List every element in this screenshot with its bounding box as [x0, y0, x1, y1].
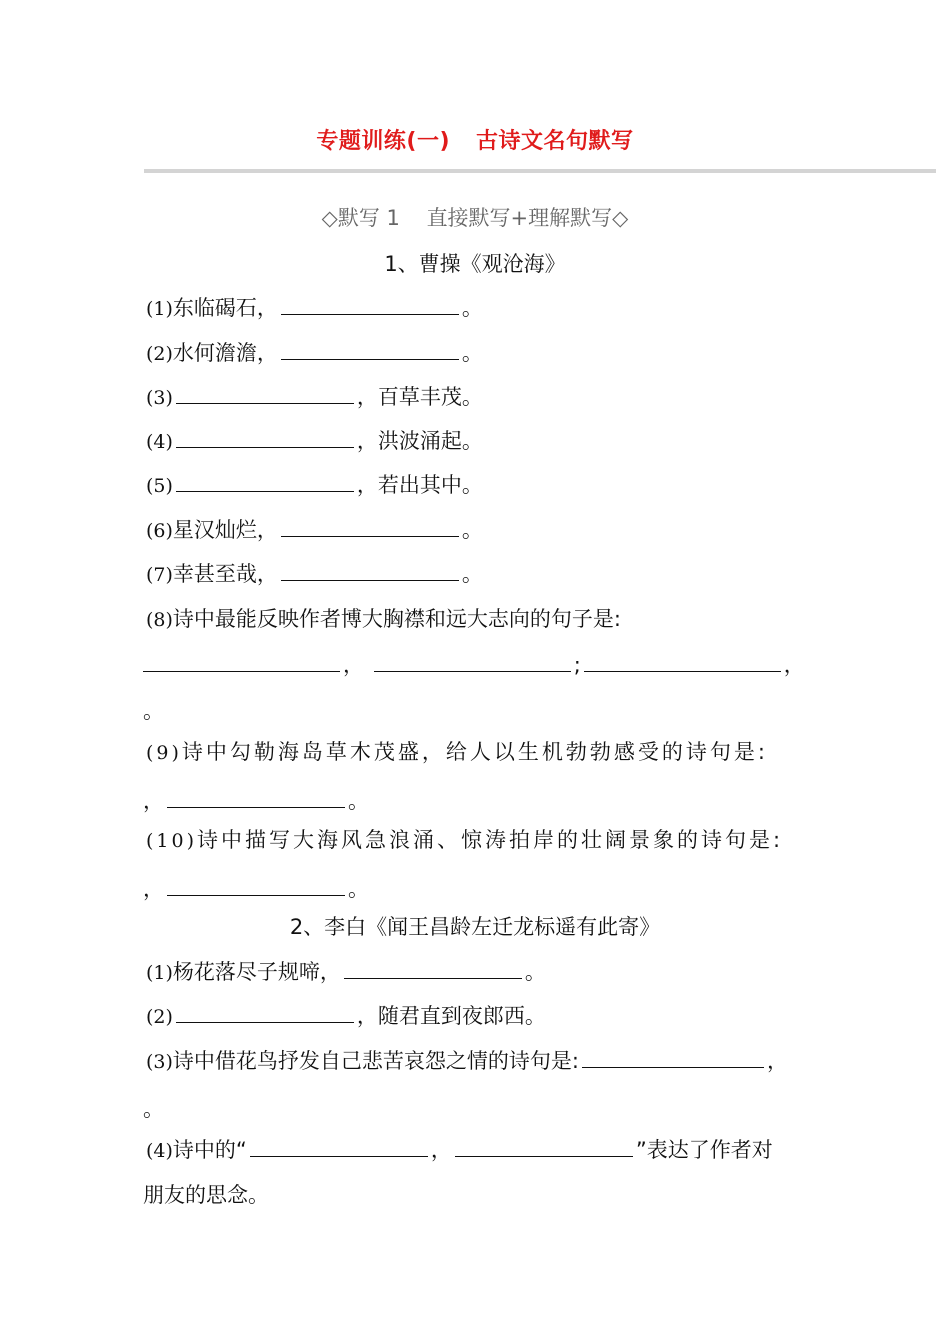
- punctuation: ，: [143, 789, 164, 813]
- question-text: 诗中的“: [172, 1138, 247, 1162]
- answer-end-1-8: 。: [143, 699, 164, 723]
- punctuation: ，: [767, 1049, 788, 1073]
- answer-blank[interactable]: [455, 1136, 633, 1157]
- section-label: ◇默写 1: [321, 206, 400, 230]
- punctuation: ，: [143, 877, 164, 901]
- section-subtitle: 直接默写+理解默写◇: [426, 206, 629, 230]
- answer-blank[interactable]: [344, 958, 522, 979]
- question-1-10: [146, 826, 783, 855]
- question-text: 。: [461, 562, 483, 586]
- answer-line-1-8: [143, 651, 805, 679]
- punctuation: ，: [430, 1138, 452, 1162]
- poem-heading-2: 2、李白《闻王昌龄左迁龙标遥有此寄》: [289, 915, 661, 939]
- punctuation: ，: [343, 653, 364, 677]
- question-number: (1): [146, 298, 173, 320]
- question-text: 。: [461, 518, 483, 542]
- punctuation: 。: [348, 877, 369, 901]
- question-number: (6): [146, 520, 173, 542]
- answer-blank[interactable]: [281, 560, 459, 581]
- question-1-1: [146, 294, 483, 323]
- question-text: ，洪波涌起。: [356, 429, 483, 453]
- question-1-3: [146, 383, 483, 412]
- question-2-2: [146, 1002, 546, 1031]
- question-text: 。: [461, 296, 483, 320]
- question-text: ，百草丰茂。: [356, 385, 483, 409]
- question-1-9: [146, 738, 768, 767]
- question-1-8: [146, 605, 621, 634]
- question-text: 幸甚至哉，: [172, 562, 278, 586]
- question-number: (9): [146, 742, 182, 764]
- answer-blank[interactable]: [176, 383, 354, 404]
- question-number: (8): [146, 609, 173, 631]
- answer-blank[interactable]: [167, 787, 345, 808]
- punctuation: ，: [783, 653, 805, 677]
- question-number: (3): [146, 387, 173, 409]
- poem-heading-1: 1、曹操《观沧海》: [384, 252, 566, 276]
- title-divider: [144, 169, 936, 173]
- answer-line-1-9: [143, 787, 369, 815]
- question-text: 。: [524, 960, 546, 984]
- punctuation: ;: [573, 653, 581, 677]
- question-1-7: [146, 560, 483, 589]
- answer-blank[interactable]: [281, 516, 459, 537]
- title-part1: 专题训练(一): [316, 129, 451, 154]
- question-text: ，随君直到夜郎西。: [356, 1004, 546, 1028]
- question-number: (10): [146, 830, 198, 852]
- question-2-4: [146, 1136, 773, 1165]
- answer-end-2-3: 。: [143, 1097, 164, 1121]
- question-number: (5): [146, 475, 173, 497]
- question-number: (1): [146, 962, 173, 984]
- question-text: 星汉灿烂，: [172, 518, 278, 542]
- question-2-4-continued: 朋友的思念。: [143, 1183, 269, 1207]
- answer-blank[interactable]: [176, 471, 354, 492]
- answer-blank[interactable]: [281, 339, 459, 360]
- question-text: 诗中借花鸟抒发自己悲苦哀怨之情的诗句是:: [172, 1049, 579, 1073]
- page-title: [0, 124, 950, 155]
- section-heading: [0, 204, 950, 232]
- question-text: 诗中描写大海风急浪涌、惊涛拍岸的壮阔景象的诗句是:: [197, 828, 784, 852]
- question-number: (7): [146, 564, 173, 586]
- question-1-5: [146, 471, 483, 500]
- question-number: (2): [146, 1006, 173, 1028]
- question-1-4: [146, 427, 483, 456]
- question-number: (2): [146, 343, 173, 365]
- answer-blank[interactable]: [250, 1136, 428, 1157]
- question-number: (4): [146, 431, 173, 453]
- question-text: 。: [461, 341, 483, 365]
- question-number: (4): [146, 1140, 173, 1162]
- question-text: 水何澹澹，: [172, 341, 278, 365]
- answer-blank[interactable]: [281, 294, 459, 315]
- question-text: 诗中最能反映作者博大胸襟和远大志向的句子是:: [172, 607, 621, 631]
- answer-blank[interactable]: [167, 875, 345, 896]
- answer-blank[interactable]: [374, 651, 571, 672]
- punctuation: 。: [348, 789, 369, 813]
- question-2-3: [146, 1047, 788, 1076]
- title-part2: 古诗文名句默写: [476, 129, 634, 154]
- question-1-6: [146, 516, 483, 545]
- question-number: (3): [146, 1051, 173, 1073]
- question-text: 东临碣石，: [172, 296, 278, 320]
- answer-blank[interactable]: [582, 1047, 764, 1068]
- question-text: ”表达了作者对: [635, 1138, 773, 1162]
- question-1-2: [146, 339, 483, 368]
- question-text: 诗中勾勒海岛草木茂盛，给人以生机勃勃感受的诗句是:: [181, 740, 768, 764]
- answer-blank[interactable]: [176, 427, 354, 448]
- answer-blank[interactable]: [176, 1002, 354, 1023]
- question-text: 杨花落尽子规啼，: [172, 960, 341, 984]
- question-text: ，若出其中。: [356, 473, 483, 497]
- answer-blank[interactable]: [143, 651, 340, 672]
- question-2-1: [146, 958, 546, 987]
- answer-blank[interactable]: [584, 651, 781, 672]
- answer-line-1-10: [143, 875, 369, 903]
